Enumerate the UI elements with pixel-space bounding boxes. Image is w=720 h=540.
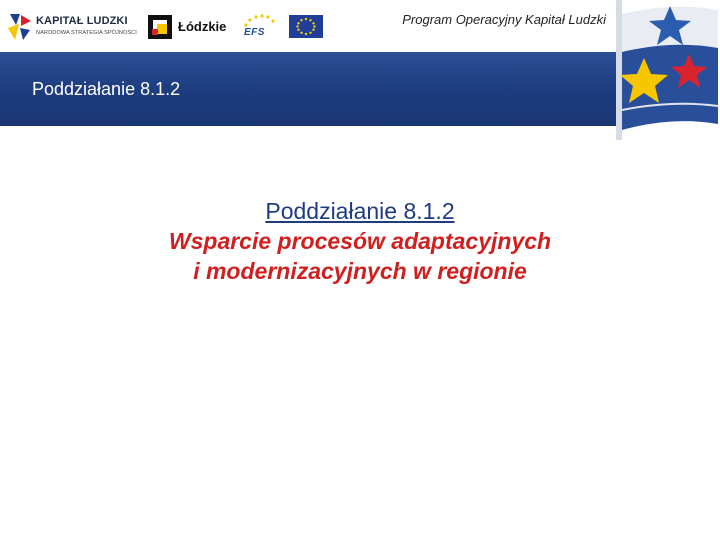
title-banner	[0, 52, 620, 126]
kapital-ludzki-subtitle: NARODOWA STRATEGIA SPÓJNOŚCI	[36, 30, 137, 36]
efs-logo	[242, 14, 278, 40]
eu-flag-icon	[289, 15, 323, 38]
kapital-ludzki-title: KAPITAŁ LUDZKI	[36, 15, 128, 27]
kapital-ludzki-star-icon	[6, 12, 32, 42]
efs-stars-icon	[242, 14, 278, 28]
efs-label: EFS	[244, 27, 265, 38]
lodzkie-emblem-icon	[148, 15, 172, 39]
lodzkie-label: Łódzkie	[178, 19, 227, 34]
program-name: Program Operacyjny Kapitał Ludzki	[402, 12, 606, 27]
main-heading: Poddziałanie 8.1.2	[265, 198, 455, 224]
kapital-ludzki-logo	[6, 12, 137, 44]
flag-stars-icon	[612, 0, 720, 140]
main-heading-block	[60, 196, 660, 286]
lodzkie-logo	[148, 14, 234, 40]
banner-title: Poddziałanie 8.1.2	[32, 79, 181, 99]
subheading-line-2: i modernizacyjnych w regionie	[193, 258, 527, 284]
subheading-line-1: Wsparcie procesów adaptacyjnych	[168, 228, 552, 254]
